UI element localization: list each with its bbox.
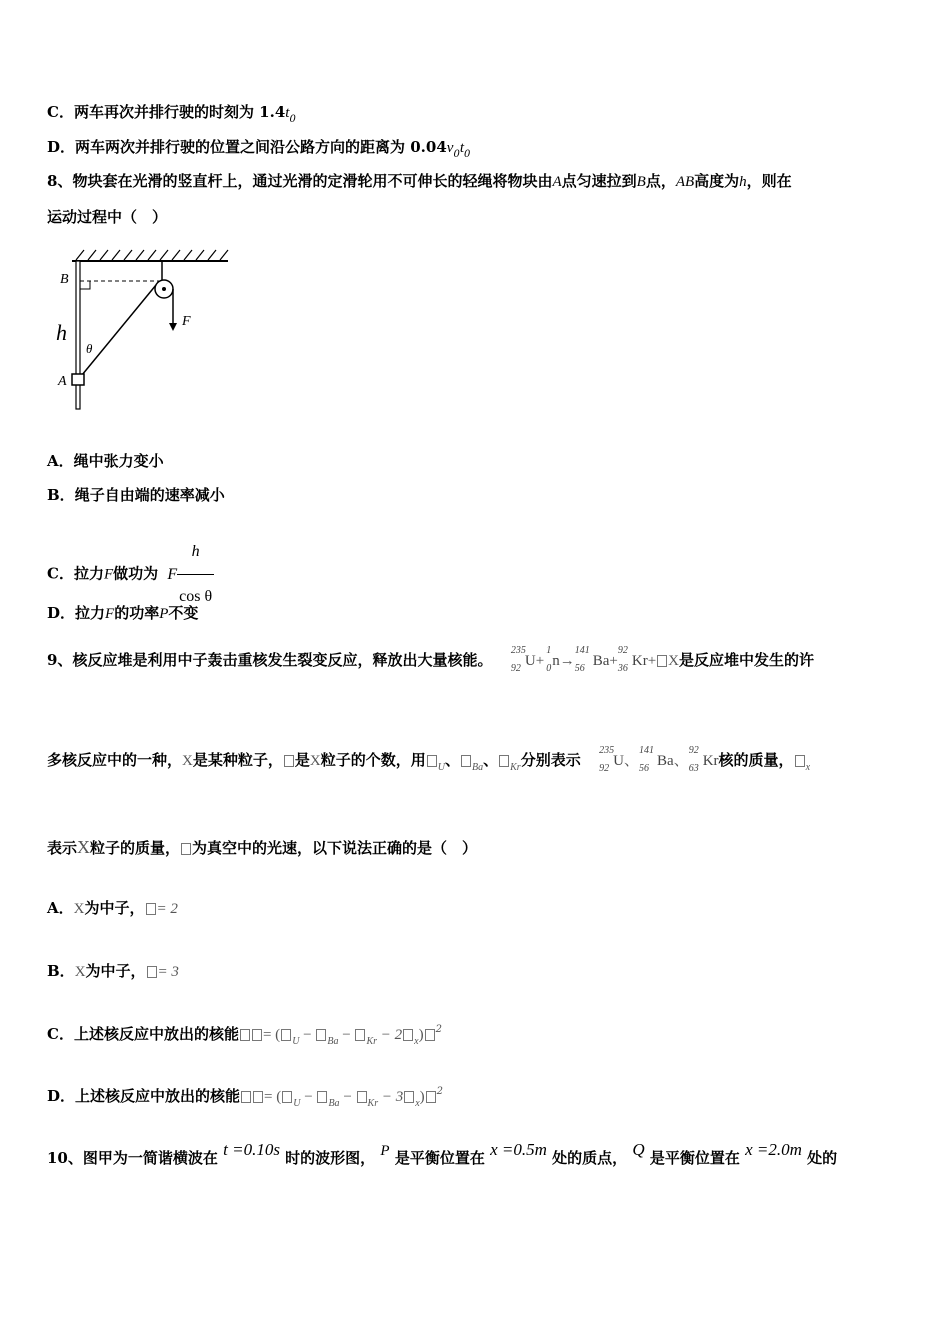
iso-barium: 141 56 Ba xyxy=(639,745,674,774)
q9-stem-line3: 表示X粒子的质量， 为真空中的光速，以下说法正确的是（ ） xyxy=(47,837,478,857)
eq-uranium: 235 92 U xyxy=(510,645,536,674)
rope xyxy=(82,285,156,375)
q8-pulley-figure xyxy=(50,245,235,415)
eq-neutron: 1 0 n xyxy=(546,645,560,674)
pulley-axle xyxy=(162,287,166,291)
iso-krypton: 92 63 Kr xyxy=(688,745,719,774)
force-arrowhead xyxy=(169,323,177,331)
eq-krypton: 92 36 Kr xyxy=(617,645,648,674)
label-b: B xyxy=(60,272,69,287)
q8-option-c[interactable]: C．拉力F做功为 F $\frac{h}{\text{cos θ}}$ xyxy=(47,530,214,619)
label-f: F xyxy=(182,314,191,329)
iso-uranium: 235 92 U xyxy=(599,745,625,774)
q10-stem-line1: 10、图甲为一简谐横波在 t =0.10s 时的波形图， P 是平衡位置在 x =0.5m 处的质点， Q 是平衡位置在 x =2.0m 处的 xyxy=(47,1140,838,1167)
q8-stem-line1: 8、物块套在光滑的竖直杆上，通过光滑的定滑轮用不可伸长的轻绳将物块由A点匀速拉到B点，AB高度为h，则在 xyxy=(47,172,792,190)
label-h: h xyxy=(56,320,67,345)
formula-f: F xyxy=(167,565,178,583)
label-a: A xyxy=(58,374,67,389)
q8-stem-line2: 运动过程中（ ） xyxy=(47,208,168,226)
block xyxy=(72,374,84,385)
q9-option-a[interactable]: A．X为中子， = 2 xyxy=(47,899,178,917)
vertical-rod xyxy=(76,261,80,409)
work-fraction: $\frac{h}{\text{cos θ}}$ xyxy=(177,530,214,619)
prev-option-d: D．两车两次并排行驶的位置之间沿公路方向的距离为 $0.04v_0t_0$ xyxy=(47,138,471,160)
eq-barium: 141 56 Ba xyxy=(574,645,610,674)
q8-option-b[interactable]: B．绳子自由端的速率减小 xyxy=(47,486,225,504)
q9-stem-line1: 9、核反应堆是利用中子轰击重核发生裂变反应，释放出大量核能。 235 92 U+ 1 0 n→ 141 56 Ba+ 92 36 Kr+ X是反应堆中发生的许 xyxy=(47,645,815,674)
q9-option-d[interactable]: D．上述核反应中放出的核能 = ( $_U$ − $_{Ba}$ − $_{Kr}$ − 3 $_x$) $^2$ xyxy=(47,1086,444,1109)
prev-option-c: C．两车再次并排行驶的时刻为 $1.4t_0$ xyxy=(47,103,296,125)
placeholder-box xyxy=(657,655,667,667)
label-theta: θ xyxy=(86,341,93,356)
right-angle-mark xyxy=(80,281,90,289)
q8-option-a[interactable]: A．绳中张力变小 xyxy=(47,452,164,470)
q8-option-d[interactable]: D．拉力F的功率P不变 xyxy=(47,604,199,622)
q9-stem-line2: 多核反应中的一种，X是某种粒子， 是X粒子的个数，用 $_U$、 $_{Ba}$、 $_{Kr}$分别表示 235 92 U、 141 56 Ba、 92 63 Kr核的质量， $_x$ xyxy=(47,745,811,774)
q9-option-b[interactable]: B．X为中子， = 3 xyxy=(47,962,179,980)
q9-option-c[interactable]: C．上述核反应中放出的核能 = ( $_U$ − $_{Ba}$ − $_{Kr}$ − 2 $_x$) $^2$ xyxy=(47,1024,442,1047)
